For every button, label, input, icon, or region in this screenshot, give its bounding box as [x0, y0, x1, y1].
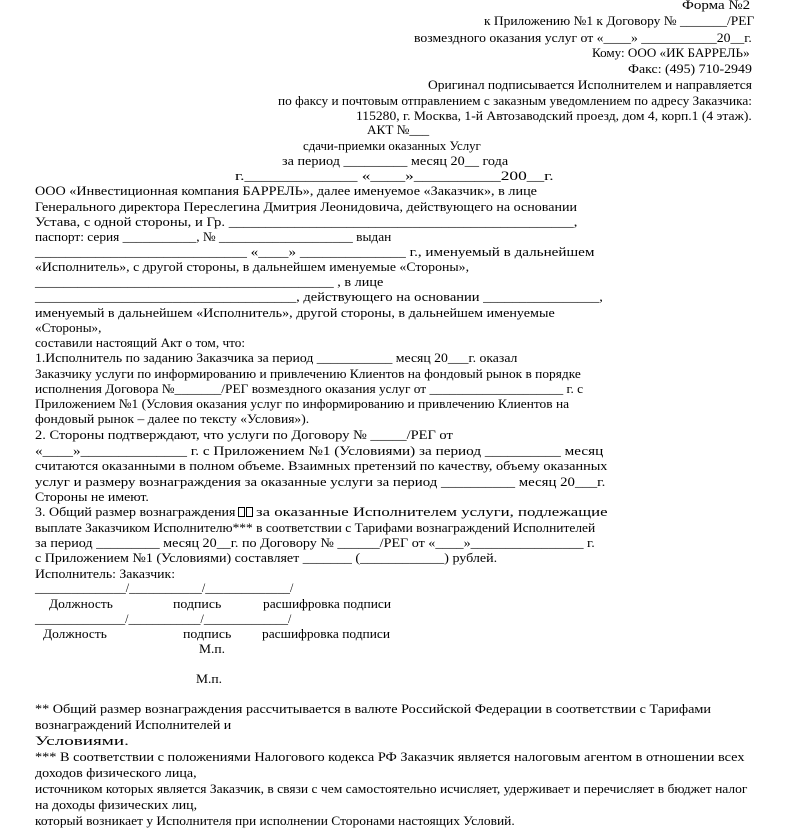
footnote-3-line-1: *** В соответствии с положениями Налогового кодекса РФ Заказчик является налоговым агентом в отношении всех [35, 749, 745, 764]
footnote-2-line-1: ** Общий размер вознаграждения рассчитывается в валюте Российской Федерации в соответствии с Тарифами [35, 701, 712, 716]
parties-line-5: ____________________________ «____» ______________ г., именуемый в дальнейшем [35, 244, 595, 259]
footnote-marker-icon [238, 507, 245, 517]
footnote-marker-icon [246, 507, 253, 517]
clause-3-line-1b: за оказанные Исполнителем услуги, подлежащие [256, 504, 608, 519]
customer-sign-label: подпись [183, 626, 232, 641]
clause-2-line-1: 2. Стороны подтверждают, что услуги по Договору № _____/РЕГ от [35, 427, 453, 442]
parties-line-6: «Исполнитель», с другой стороны, в дальнейшем именуемые «Стороны», [35, 259, 470, 274]
parties-line-4: паспорт: серия ___________, № ____________________ выдан [35, 229, 392, 244]
parties-line-1: ООО «Инвестиционная компания БАРРЕЛЬ», далее именуемое «Заказчик», в лице [35, 183, 537, 198]
parties-line-9: именуемый в дальнейшем «Исполнитель», другой стороны, в дальнейшем именуемые [35, 305, 555, 320]
appendix-reference: к Приложению №1 к Договору № _______/РЕГ [484, 13, 755, 28]
clause-3-line-1a: 3. Общий размер вознаграждения [35, 504, 236, 519]
fax-number: Факс: (495) 710-2949 [628, 61, 752, 76]
stamp-label-2: М.п. [196, 671, 223, 686]
clause-1-line-1: 1.Исполнитель по заданию Заказчика за период ___________ месяц 20___г. оказал [35, 350, 518, 365]
clause-1-line-4: Приложением №1 (Условия оказания услуг по информированию и привлечению Клиентов на [35, 396, 570, 411]
clause-3-line-4: с Приложением №1 (Условиями) составляет _______ (____________) рублей. [35, 550, 498, 565]
footnote-3-line-2: доходов физического лица, [35, 765, 197, 780]
parties-line-10: «Стороны», [35, 320, 102, 335]
clause-3-line-2: выплате Заказчиком Исполнителю*** в соответствии с Тарифами вознаграждений Исполнителей [35, 520, 596, 535]
clause-2-line-5: Стороны не имеют. [35, 489, 149, 504]
contract-type: возмездного оказания услуг от «____» ___________20__г. [414, 30, 752, 45]
act-period: за период _________ месяц 20__ года [282, 153, 509, 168]
parties-line-3: Устава, с одной стороны, и Гр. _______________________________________________, [35, 214, 578, 229]
executor-sign-label: подпись [173, 596, 222, 611]
customer-address: 115280, г. Москва, 1-й Автозаводский проезд, дом 4, корп.1 (4 этаж). [356, 108, 752, 123]
delivery-note: по факсу и почтовым отправлением с заказным уведомлением по адресу Заказчика: [278, 93, 752, 108]
customer-role-label: Должность [43, 626, 107, 641]
footnote-2-line-3: Условиями. [35, 733, 129, 748]
clause-1-line-3: исполнения Договора №_______/РЕГ возмездного оказания услуг от ____________________ г. с [35, 381, 584, 396]
executor-role-label: Должность [49, 596, 113, 611]
clause-2-line-4: услуг и размеру вознаграждения за оказанные услуги за период __________ месяц 20___г. [35, 474, 606, 489]
footnote-3-line-3: источником которых является Заказчик, в связи с чем самостоятельно исчисляет, удерживает и перечисляет в бюджет налог [35, 781, 748, 796]
act-subtitle: сдачи-приемки оказанных Услуг [303, 138, 481, 153]
parties-line-2: Генерального директора Переслегина Дмитрия Леонидовича, действующего на основании [35, 199, 577, 214]
customer-decode-label: расшифровка подписи [262, 626, 391, 641]
original-note: Оригинал подписывается Исполнителем и направляется [428, 77, 753, 92]
signatures-heading: Исполнитель: Заказчик: [35, 566, 176, 581]
clause-1-line-5: фондовый рынок – далее по тексту «Условия»). [35, 411, 310, 426]
clause-1-line-2: Заказчику услуги по информированию и привлечению Клиентов на фондовый рынок в порядке [35, 366, 581, 381]
customer-signature-line: _______________/____________/______________/ [35, 611, 292, 626]
parties-line-7: __________________________________________ , в лице [35, 274, 384, 289]
executor-decode-label: расшифровка подписи [263, 596, 392, 611]
clause-2-line-3: считаются оказанными в полном объеме. Взаимных претензий по качеству, объему оказанных [35, 458, 608, 473]
parties-line-8: ____________________________________, действующего на основании ________________, [35, 289, 603, 304]
clause-3-line-3: за период _________ месяц 20__г. по Договору № ______/РЕГ от «____»________________ г. [35, 535, 595, 550]
executor-signature-line: _______________/____________/______________/ [35, 580, 294, 595]
place-date: г._____________ «____»__________200__г. [235, 168, 554, 183]
footnote-2-line-2: вознаграждений Исполнителей и [35, 717, 232, 732]
stamp-label: М.п. [199, 641, 226, 656]
clause-2-line-2: «____»______________ г. с Приложением №1 (Условиями) за период __________ месяц [35, 443, 604, 458]
parties-line-11: составили настоящий Акт о том, что: [35, 335, 246, 350]
recipient: Кому: ООО «ИК БАРРЕЛЬ» [592, 45, 750, 60]
act-title: АКТ №___ [367, 122, 430, 137]
footnote-3-line-5: который возникает у Исполнителя при исполнении Сторонами настоящих Условий. [35, 813, 515, 828]
form-number: Форма №2 [682, 0, 751, 12]
footnote-3-line-4: на доходы физических лиц, [35, 797, 198, 812]
